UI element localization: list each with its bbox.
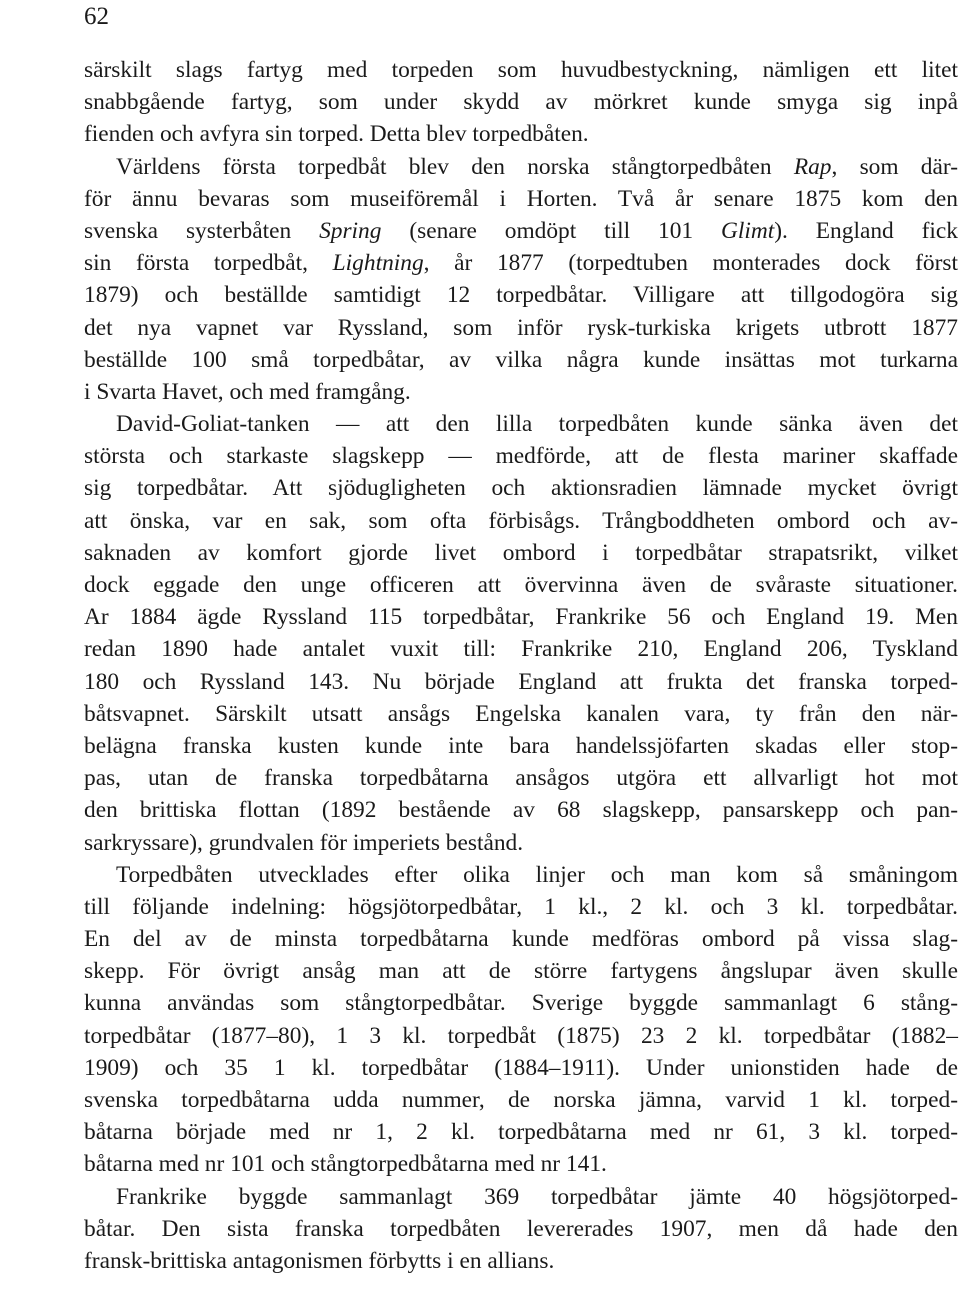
text-line: båtsvapnet. Särskilt utsatt ansågs Engelska kanalen vara, ty från den när- bbox=[84, 700, 958, 727]
text-line: pas, utan de franska torpedbåtarna ansågos utgöra ett allvarligt hot mot bbox=[84, 765, 958, 792]
text-segment: svenska systerbåten bbox=[84, 217, 320, 244]
text-line: David-Goliat-tanken — att den lilla torpedbåten kunde sänka även det bbox=[116, 411, 958, 438]
ship-name-rap: Rap bbox=[793, 153, 832, 180]
text-line: att önska, var en sak, som ofta förbisågs. Trångboddheten ombord och av- bbox=[84, 507, 958, 534]
text-line: båtar. Den sista franska torpedbåten levererades 1907, men då hade den bbox=[84, 1215, 958, 1242]
text-line: snabbgående fartyg, som under skydd av mörkret kunde smyga sig inpå bbox=[84, 89, 958, 116]
text-line: den brittiska flottan (1892 bestående av 68 slagskepp, pansarskepp och pan- bbox=[84, 797, 958, 824]
text-line: det nya vapnet var Ryssland, som inför rysk-turkiska krigets utbrott 1877 bbox=[84, 314, 958, 341]
text-line: dock eggade den unge officeren att övervinna även de svåraste situationer. bbox=[84, 572, 958, 598]
text-segment: , som där- bbox=[831, 153, 958, 180]
page-number: 62 bbox=[84, 3, 109, 30]
text-line: redan 1890 hade antalet vuxit till: Frankrike 210, England 206, Tyskland bbox=[84, 636, 958, 663]
text-line: kunna användas som stångtorpedbåtar. Sverige byggde sammanlagt 6 stång- bbox=[84, 990, 958, 1017]
text-line bbox=[84, 247, 958, 279]
text-line: Frankrike byggde sammanlagt 369 torpedbåtar jämte 40 högsjötorped- bbox=[116, 1183, 958, 1210]
text-line: En del av de minsta torpedbåtarna kunde medföras ombord på vissa slag- bbox=[84, 926, 958, 953]
text-line: särskilt slags fartyg med torpeden som huvudbestyckning, nämligen ett litet bbox=[84, 57, 958, 83]
text-line: skepp. För övrigt ansåg man att de större fartygens ångslupar även skulle bbox=[84, 958, 958, 985]
text-line bbox=[84, 151, 958, 183]
text-segment: Världens första torpedbåt blev den norska stångtorpedbåten bbox=[116, 153, 794, 180]
text-segment: , år 1877 (torpedtuben monterades dock först bbox=[423, 250, 958, 277]
text-line: fransk-brittiska antagonismen förbytts i en allians. bbox=[84, 1247, 555, 1274]
text-line: svenska torpedbåtarna udda nummer, de norska jämna, varvid 1 kl. torped- bbox=[84, 1087, 958, 1113]
body-text bbox=[84, 54, 958, 1277]
text-line: belägna franska kusten kunde inte bara handelssjöfarten skadas eller stop- bbox=[84, 732, 958, 759]
text-line: för ännu bevaras som museiföremål i Horten. Två år senare 1875 kom den bbox=[84, 185, 958, 212]
text-segment: (senare omdöpt till 101 bbox=[381, 217, 721, 244]
ship-name-glimt: Glimt bbox=[720, 217, 775, 244]
ship-name-lightning: Lightning bbox=[332, 250, 424, 277]
text-line: 180 och Ryssland 143. Nu började England att frukta det franska torped- bbox=[84, 668, 958, 695]
text-line: i Svarta Havet, och med framgång. bbox=[84, 378, 411, 405]
text-line: fienden och avfyra sin torped. Detta blev torpedbåten. bbox=[84, 121, 589, 148]
text-line: Ar 1884 ägde Ryssland 115 torpedbåtar, Frankrike 56 och England 19. Men bbox=[84, 604, 958, 631]
text-line: sarkryssare), grundvalen för imperiets bestånd. bbox=[84, 829, 524, 856]
text-line: Torpedbåten utvecklades efter olika linjer och man kom så småningom bbox=[116, 861, 958, 888]
ship-name-spring: Spring bbox=[319, 217, 382, 244]
text-line: största och starkaste slagskepp — medförde, att de flesta mariner skaffade bbox=[84, 443, 958, 470]
text-line: 1909) och 35 1 kl. torpedbåtar (1884–1911). Under unionstiden hade de bbox=[84, 1054, 958, 1081]
text-line: 1879) och beställde samtidigt 12 torpedbåtar. Villigare att tillgodogöra sig bbox=[84, 282, 958, 309]
text-line: sig torpedbåtar. Att sjödugligheten och aktionsradien lämnade mycket övrigt bbox=[84, 475, 958, 502]
text-line: saknaden av komfort gjorde livet ombord i torpedbåtar strapatsrikt, vilket bbox=[84, 539, 958, 566]
text-line: båtarna med nr 101 och stångtorpedbåtarna med nr 141. bbox=[84, 1151, 607, 1178]
text-segment: ). England fick bbox=[774, 217, 958, 244]
text-line: till följande indelning: högsjötorpedbåtar, 1 kl., 2 kl. och 3 kl. torpedbåtar. bbox=[84, 893, 958, 920]
text-segment: sin första torpedbåt, bbox=[84, 250, 333, 277]
text-line bbox=[84, 215, 958, 247]
text-line: båtarna började med nr 1, 2 kl. torpedbåtarna med nr 61, 3 kl. torped- bbox=[84, 1119, 958, 1146]
text-line: beställde 100 små torpedbåtar, av vilka några kunde insättas mot turkarna bbox=[84, 346, 958, 373]
text-line: torpedbåtar (1877–80), 1 3 kl. torpedbåt (1875) 23 2 kl. torpedbåtar (1882– bbox=[84, 1022, 958, 1049]
